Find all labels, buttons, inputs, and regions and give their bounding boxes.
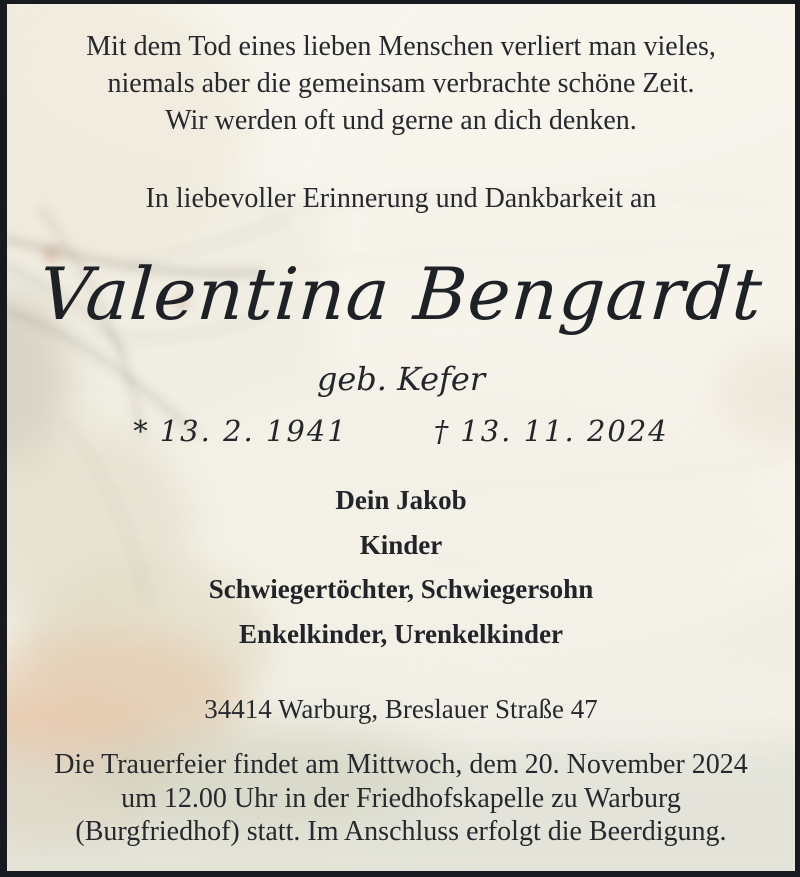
mourner-line: Kinder bbox=[359, 529, 443, 560]
mourner-line: Dein Jakob bbox=[335, 485, 467, 515]
verse-line: Wir werden oft und gerne an dich denken. bbox=[165, 105, 637, 136]
birth-star-symbol: * bbox=[133, 414, 150, 448]
verse-line: Mit dem Tod eines lieben Menschen verliert man vieles, bbox=[86, 31, 716, 62]
life-dates bbox=[7, 414, 795, 448]
opening-verse bbox=[7, 28, 795, 139]
birth-date-value: 13. 2. 1941 bbox=[159, 414, 348, 448]
funeral-line: um 12.00 Uhr in der Friedhofskapelle zu Warburg bbox=[121, 782, 681, 814]
funeral-line: (Burgfriedhof) statt. Im Anschluss erfolgt die Beerdigung. bbox=[75, 816, 727, 847]
dedication-line: In liebevoller Erinnerung und Dankbarkeit an bbox=[145, 183, 657, 214]
death-cross-symbol: † bbox=[433, 414, 451, 448]
mourners-list bbox=[7, 478, 795, 656]
deceased-name: Valentina Bengardt bbox=[36, 252, 766, 336]
mourner-line: Enkelkinder, Urenkelkinder bbox=[238, 618, 564, 649]
funeral-details bbox=[7, 748, 795, 849]
funeral-line: Die Trauerfeier findet am Mittwoch, dem 20. November 2024 bbox=[54, 749, 748, 780]
maiden-name: geb. Kefer bbox=[316, 360, 486, 398]
mourner-line: Schwiegertöchter, Schwiegersohn bbox=[208, 574, 594, 604]
address-line: 34414 Warburg, Breslauer Straße 47 bbox=[204, 694, 598, 724]
verse-line: niemals aber die gemeinsam verbrachte schöne Zeit. bbox=[107, 68, 695, 99]
death-date-value: 13. 11. 2024 bbox=[460, 414, 669, 448]
death-date bbox=[434, 414, 669, 448]
birth-date bbox=[133, 414, 348, 448]
